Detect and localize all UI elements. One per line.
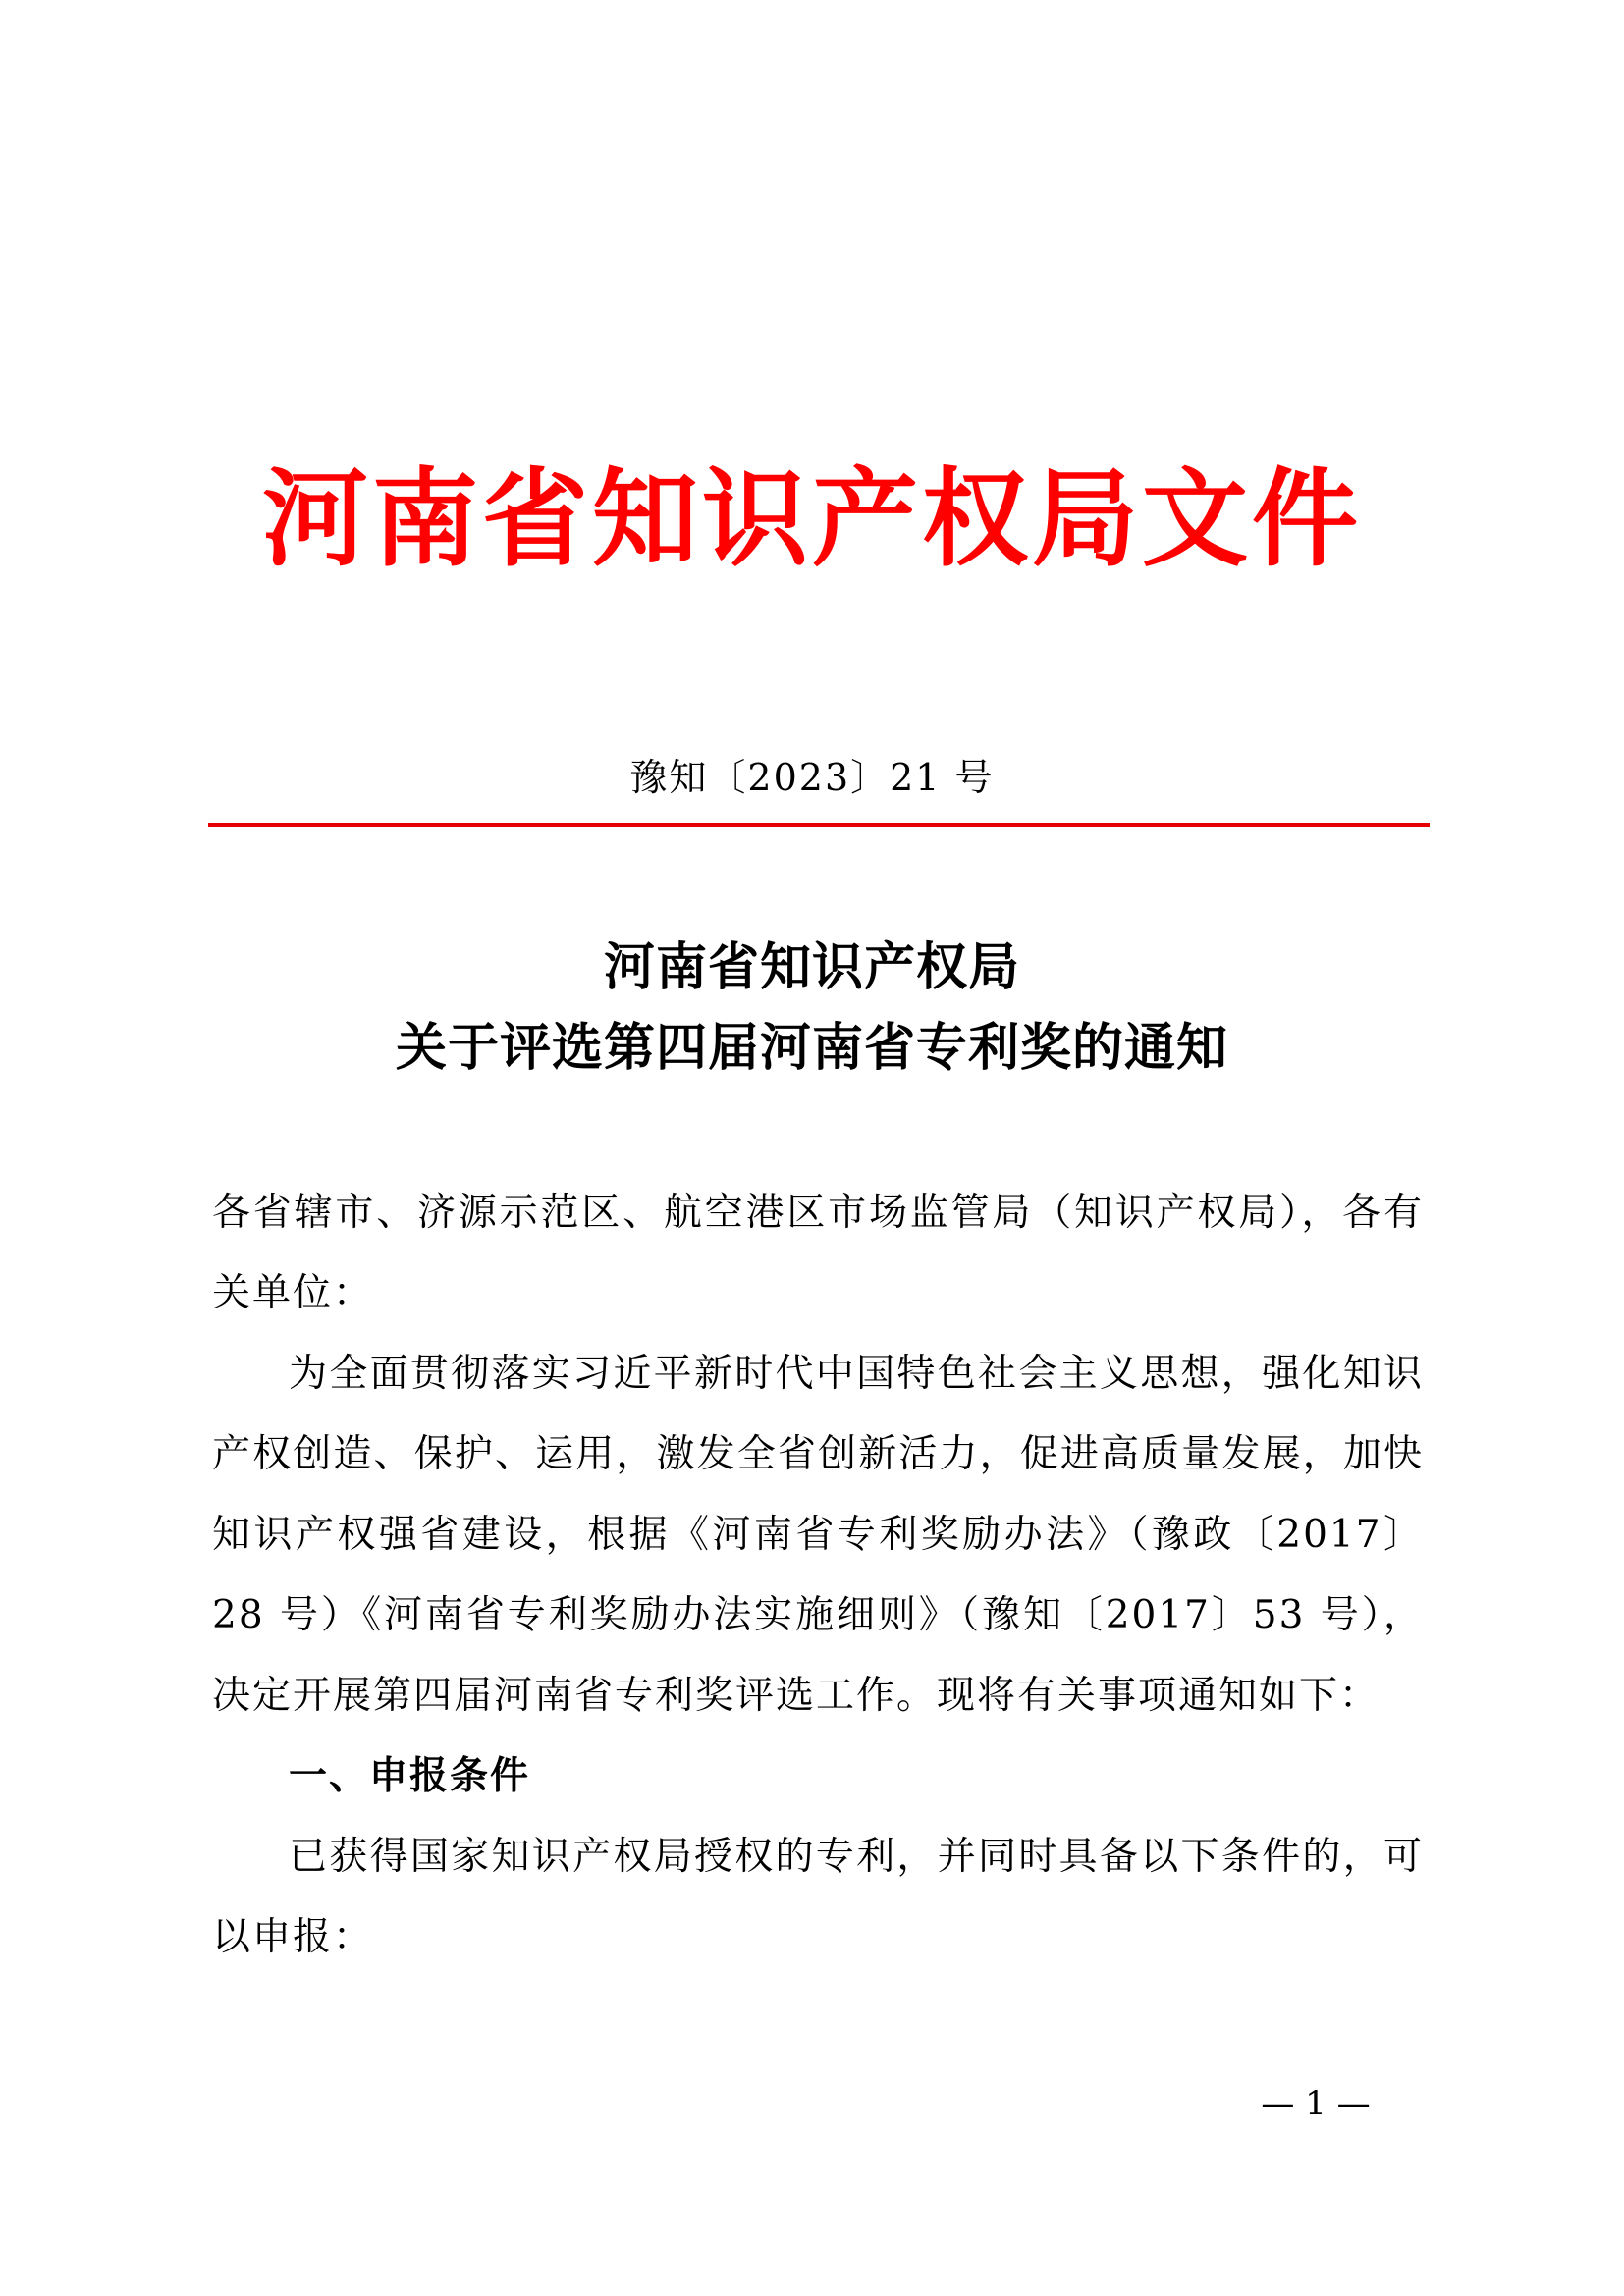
document-number: 豫知〔2023〕21 号 [629, 756, 995, 799]
document-masthead: 河南省知识产权局文件 [261, 457, 1362, 581]
page-number: — 1 — [1261, 2084, 1371, 2123]
conditions-paragraph: 已获得国家知识产权局授权的专利，并同时具备以下条件的，可以申报： [212, 1835, 1424, 1959]
title-line-1: 河南省知识产权局 [603, 937, 1020, 997]
title-line-2: 关于评选第四届河南省专利奖的通知 [395, 1018, 1228, 1078]
addressee-paragraph: 各省辖市、济源示范区、航空港区市场监管局（知识产权局），各有关单位： [212, 1191, 1424, 1315]
red-divider-line [208, 823, 1430, 827]
section-heading-1: 一、申报条件 [289, 1754, 531, 1798]
intro-paragraph: 为全面贯彻落实习近平新时代中国特色社会主义思想，强化知识产权创造、保护、运用，激发全省创新活力，促进高质量发展，加快知识产权强省建设，根据《河南省专利奖励办法》（豫政〔2017〕28 号）《河南省专利奖励办法实施细则》（豫知〔2017〕53 号），决定开展第四届河南省专利奖评选工作。现将有关事项通知如下： [212, 1352, 1424, 1718]
document-body [212, 1173, 1424, 1978]
document-title [0, 928, 1624, 1089]
